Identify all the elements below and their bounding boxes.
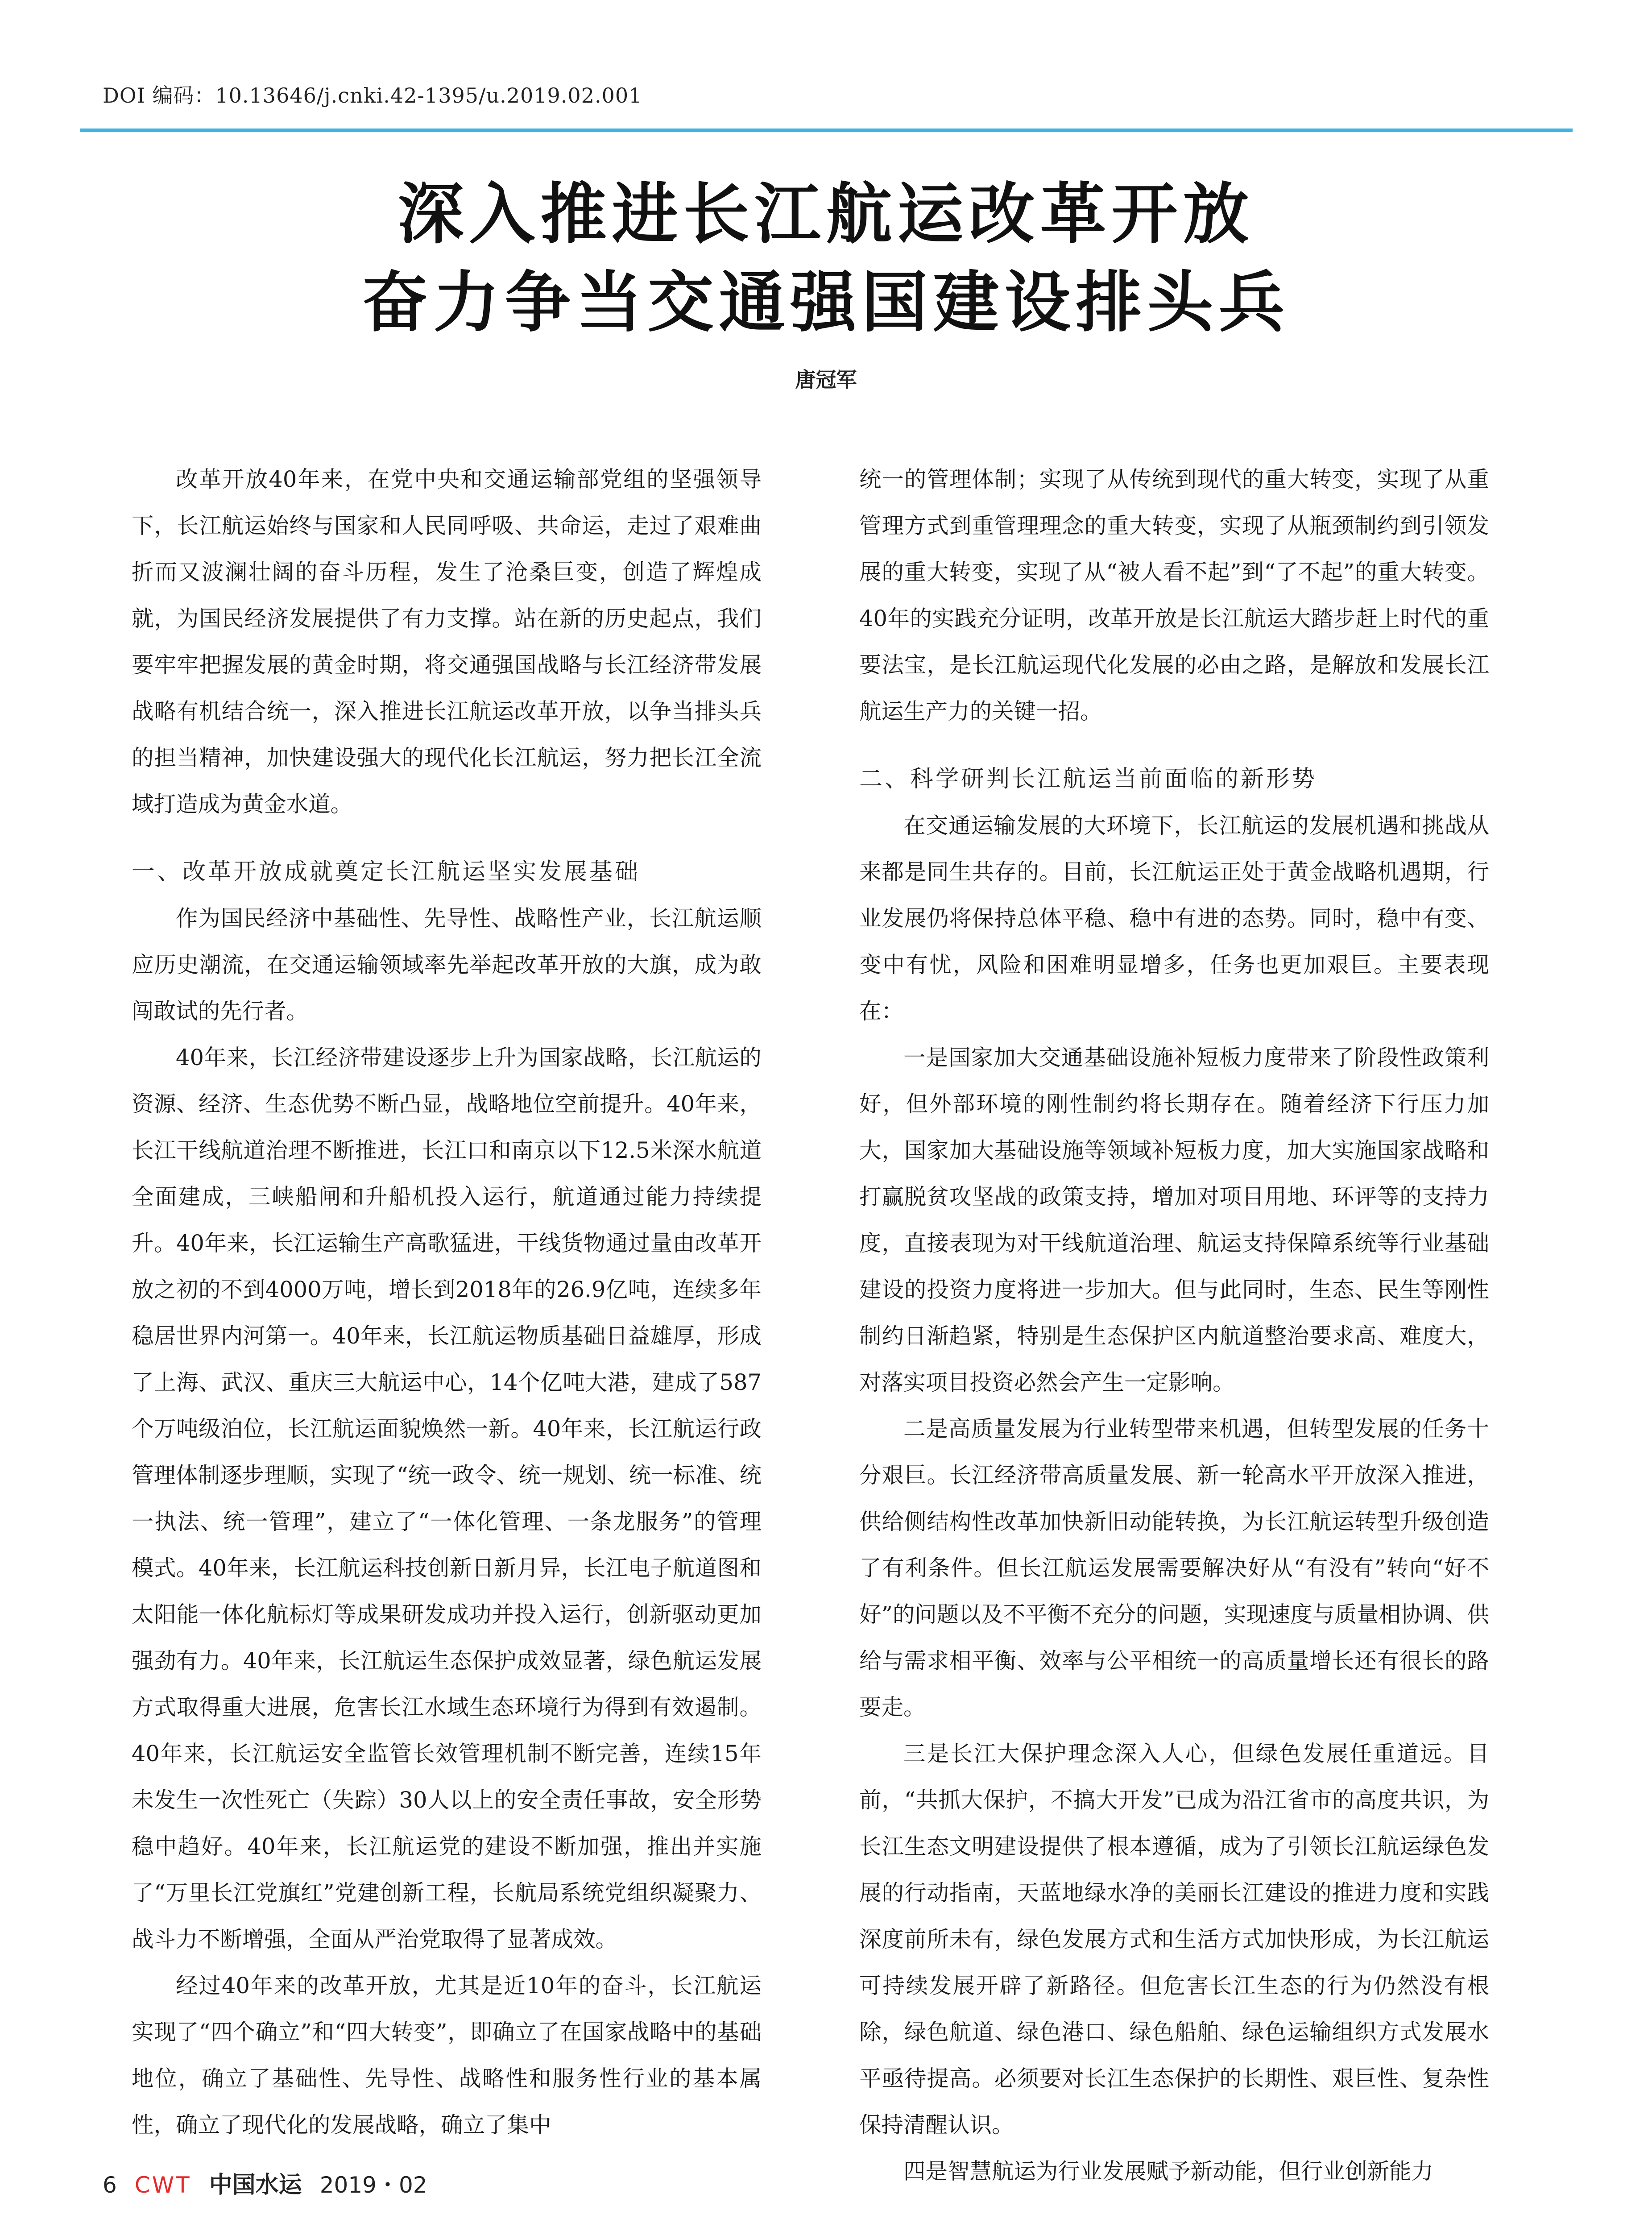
issue-label: 2019・02 bbox=[319, 2172, 427, 2198]
doi-line: DOI 编码：10.13646/j.cnki.42-1395/u.2019.02.001 bbox=[103, 83, 642, 108]
paragraph: 统一的管理体制；实现了从传统到现代的重大转变，实现了从重管理方式到重管理理念的重大转变，实现了从瓶颈制约到引领发展的重大转变，实现了从“被人看不起”到“了不起”的重大转变。40年的实践充分证明，改革开放是长江航运大踏步赶上时代的重要法宝，是长江航运现代化发展的必由之路，是解放和发展长江航运生产力的关键一招。 bbox=[859, 466, 1489, 724]
paragraph: 改革开放40年来，在党中央和交通运输部党组的坚强领导下，长江航运始终与国家和人民同呼吸、共命运，走过了艰难曲折而又波澜壮阔的奋斗历程，发生了沧桑巨变，创造了辉煌成就，为国民经济发展提供了有力支撑。站在新的历史起点，我们要牢牢把握发展的黄金时期，将交通强国战略与长江经济带发展战略有机结合统一，深入推进长江航运改革开放，以争当排头兵的担当精神，加快建设强大的现代化长江航运，努力把长江全流域打造成为黄金水道。 bbox=[132, 466, 762, 817]
left-column bbox=[132, 456, 762, 2148]
paragraph: 三是长江大保护理念深入人心，但绿色发展任重道远。目前，“共抓大保护，不搞大开发”已成为沿江省市的高度共识，为长江生态文明建设提供了根本遵循，成为了引领长江航运绿色发展的行动指南，天蓝地绿水净的美丽长江建设的推进力度和实践深度前所未有，绿色发展方式和生活方式加快形成，为长江航运可持续发展开辟了新路径。但危害长江生态的行为仍然没有根除，绿色航道、绿色港口、绿色船舶、绿色运输组织方式发展水平亟待提高。必须要对长江生态保护的长期性、艰巨性、复杂性保持清醒认识。 bbox=[859, 1741, 1489, 2138]
article-title-line-2: 奋力争当交通强国建设排头兵 bbox=[362, 264, 1290, 341]
section-heading: 一、改革开放成就奠定长江航运坚实发展基础 bbox=[132, 858, 641, 885]
paragraph: 四是智慧航运为行业发展赋予新动能，但行业创新能力 bbox=[903, 2158, 1433, 2184]
paragraph: 在交通运输发展的大环境下，长江航运的发展机遇和挑战从来都是同生共存的。目前，长江航运正处于黄金战略机遇期，行业发展仍将保持总体平稳、稳中有进的态势。同时，稳中有变、变中有忧，风险和困难明显增多，任务也更加艰巨。主要表现在： bbox=[859, 813, 1489, 1024]
paragraph: 经过40年来的改革开放，尤其是近10年的奋斗，长江航运实现了“四个确立”和“四大转变”，即确立了在国家战略中的基础地位，确立了基础性、先导性、战略性和服务性行业的基本属性，确立了现代化的发展战略，确立了集中 bbox=[132, 1973, 762, 2138]
page-footer bbox=[103, 2169, 427, 2201]
paragraph: 二是高质量发展为行业转型带来机遇，但转型发展的任务十分艰巨。长江经济带高质量发展、新一轮高水平开放深入推进，供给侧结构性改革加快新旧动能转换，为长江航运转型升级创造了有利条件。但长江航运发展需要解决好从“有没有”转向“好不好”的问题以及不平衡不充分的问题，实现速度与质量相协调、供给与需求相平衡、效率与公平相统一的高质量增长还有很长的路要走。 bbox=[859, 1416, 1489, 1720]
right-column bbox=[859, 456, 1489, 2194]
page-number: 6 bbox=[103, 2172, 117, 2198]
section-heading: 二、科学研判长江航运当前面临的新形势 bbox=[859, 766, 1317, 792]
magazine-name: 中国水运 bbox=[209, 2172, 302, 2198]
header-rule bbox=[80, 129, 1573, 132]
paragraph: 作为国民经济中基础性、先导性、战略性产业，长江航运顺应历史潮流，在交通运输领域率先举起改革开放的大旗，成为敢闯敢试的先行者。 bbox=[132, 905, 762, 1024]
article-title-line-1: 深入推进长江航运改革开放 bbox=[397, 176, 1255, 253]
magazine-brand: CWT bbox=[134, 2172, 191, 2198]
article-author: 唐冠军 bbox=[795, 368, 857, 392]
paragraph: 一是国家加大交通基础设施补短板力度带来了阶段性政策利好，但外部环境的刚性制约将长期存在。随着经济下行压力加大，国家加大基础设施等领域补短板力度，加大实施国家战略和打赢脱贫攻坚战的政策支持，增加对项目用地、环评等的支持力度，直接表现为对干线航道治理、航运支持保障系统等行业基础建设的投资力度将进一步加大。但与此同时，生态、民生等刚性制约日渐趋紧，特别是生态保护区内航道整治要求高、难度大，对落实项目投资必然会产生一定影响。 bbox=[859, 1045, 1489, 1395]
paragraph: 40年来，长江经济带建设逐步上升为国家战略，长江航运的资源、经济、生态优势不断凸显，战略地位空前提升。40年来，长江干线航道治理不断推进，长江口和南京以下12.5米深水航道全面建成，三峡船闸和升船机投入运行，航道通过能力持续提升。40年来，长江运输生产高歌猛进，干线货物通过量由改革开放之初的不到4000万吨，增长到2018年的26.9亿吨，连续多年稳居世界内河第一。40年来，长江航运物质基础日益雄厚，形成了上海、武汉、重庆三大航运中心，14个亿吨大港，建成了587个万吨级泊位，长江航运面貌焕然一新。40年来，长江航运行政管理体制逐步理顺，实现了“统一政令、统一规划、统一标准、统一执法、统一管理”，建立了“一体化管理、一条龙服务”的管理模式。40年来，长江航运科技创新日新月异，长江电子航道图和太阳能一体化航标灯等成果研发成功并投入运行，创新驱动更加强劲有力。40年来，长江航运生态保护成效显著，绿色航运发展方式取得重大进展，危害长江水域生态环境行为得到有效遏制。40年来，长江航运安全监管长效管理机制不断完善，连续15年未发生一次性死亡（失踪）30人以上的安全责任事故，安全形势稳中趋好。40年来，长江航运党的建设不断加强，推出并实施了“万里长江党旗红”党建创新工程，长航局系统党组织凝聚力、战斗力不断增强，全面从严治党取得了显著成效。 bbox=[132, 1045, 762, 1952]
